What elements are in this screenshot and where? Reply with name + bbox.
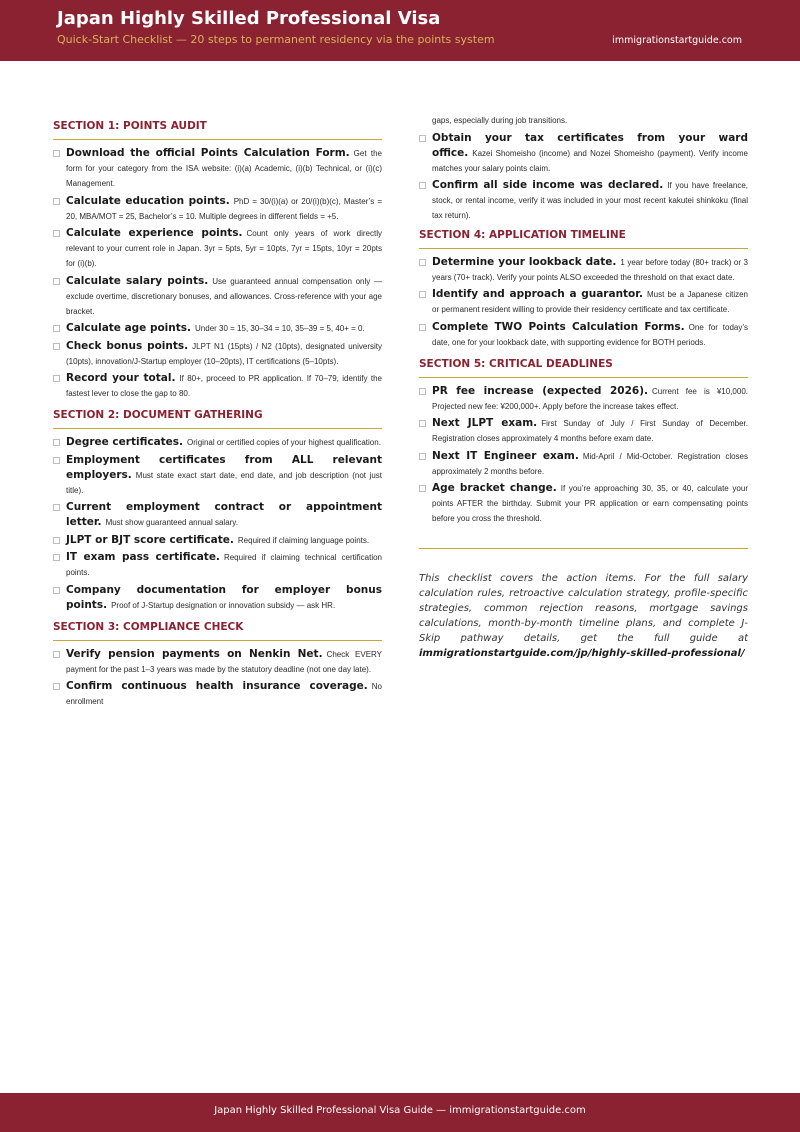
checklist-item [53, 647, 382, 677]
section-title: SECTION 4: APPLICATION TIMELINE [419, 226, 748, 249]
checkbox[interactable] [419, 485, 426, 492]
page-title: Japan Highly Skilled Professional Visa [57, 8, 441, 29]
right-column [419, 117, 748, 671]
checkbox[interactable] [53, 278, 60, 285]
section-document-gathering [53, 406, 382, 613]
item-text: Mid-April / Mid-October. Registration closes approximately 2 months before. [432, 451, 749, 476]
checkbox[interactable] [419, 453, 426, 460]
item-title: Employment certificates from ALL relevant employers. [66, 453, 382, 481]
item-text: Required if claiming language points. [237, 535, 370, 545]
item-text: JLPT N1 (15pts) / N2 (10pts), designated university (10pts), innovation/J-Startup employer (10–20pts), IT certifications (5–10pts). [66, 341, 382, 366]
checkbox[interactable] [419, 291, 426, 298]
item-text: Original or certified copies of your highest qualification. [187, 438, 381, 447]
checklist-item [419, 481, 748, 526]
item-text: Required if claiming technical certification points. [66, 553, 383, 577]
item-title: Age bracket change. [432, 482, 557, 494]
checklist-item [53, 371, 382, 401]
checklist-item [419, 449, 748, 479]
footer-text: Japan Highly Skilled Professional Visa Guide — immigrationstartguide.com [214, 1105, 586, 1116]
item-text: Under 30 = 15, 30–34 = 10, 35–39 = 5, 40+ = 0. [195, 324, 365, 333]
item-text: Kazei Shomeisho (income) and Nozei Shomeisho (payment). Verify income matches your salary points claim. [432, 148, 748, 173]
item-title: IT exam pass certificate. [66, 551, 220, 563]
item-text: Must be a Japanese citizen or permanent resident willing to provide their residency certificate and tax certificate. [432, 290, 748, 314]
item-text: One for today’s date, one for your lookback date, with supporting evidence for BOTH periods. [432, 322, 748, 347]
item-title: Determine your lookback date. [432, 255, 617, 268]
header-url: immigrationstartguide.com [612, 35, 742, 46]
checkbox[interactable] [53, 230, 60, 237]
checklist-item [53, 321, 382, 336]
checkbox[interactable] [419, 135, 426, 142]
item-title: Verify pension payments on Nenkin Net. [66, 647, 323, 660]
checkbox[interactable] [53, 587, 60, 594]
checkbox[interactable] [419, 182, 426, 189]
checkbox[interactable] [53, 683, 60, 690]
checkbox[interactable] [53, 343, 60, 350]
checklist-item [53, 435, 382, 450]
item-text: If 80+, proceed to PR application. If 70–79, identify the fastest lever to close the gap to 80. [66, 374, 382, 398]
item-title: Calculate experience points. [66, 227, 243, 239]
checklist-item [53, 583, 382, 613]
checklist-item [53, 533, 382, 548]
item-continuation-text: gaps, especially during job transitions. [432, 116, 568, 125]
header-bar [0, 0, 800, 61]
checkbox[interactable] [419, 388, 426, 395]
section-title: SECTION 1: POINTS AUDIT [53, 117, 382, 140]
checkbox[interactable] [53, 457, 60, 464]
checkbox[interactable] [53, 537, 60, 544]
page-subtitle: Quick-Start Checklist — 20 steps to permanent residency via the points system [57, 33, 495, 46]
checklist-item [53, 274, 382, 319]
section-critical-deadlines [419, 355, 748, 527]
closing-text: This checklist covers the action items. For the full salary calculation rules, retroactive calculation strategy, profile-specific strategies, common rejection reasons, mortgage savings calculations, month-by-month timeline plans, and complete J-Skip pathway details, get the full guide at [419, 573, 748, 644]
item-title: Complete TWO Points Calculation Forms. [432, 320, 685, 333]
item-title: Identify and approach a guarantor. [432, 288, 643, 300]
checklist-item [419, 287, 748, 317]
item-text: First Sunday of July / First Sunday of December. Registration closes approximately 4 months before exam date. [432, 419, 748, 443]
item-text: Current fee is ¥10,000. Projected new fee: ¥200,000+. Apply before the increase takes effect. [432, 386, 748, 411]
item-title: Confirm continuous health insurance coverage. [66, 680, 368, 692]
section-points-audit [53, 117, 382, 401]
item-title: Check bonus points. [66, 339, 189, 352]
footer-bar [0, 1093, 800, 1132]
divider [419, 548, 748, 549]
checkbox[interactable] [53, 325, 60, 332]
checklist [419, 131, 748, 224]
item-title: Calculate education points. [66, 194, 230, 207]
checklist-item [53, 550, 382, 580]
left-column [53, 117, 382, 712]
item-title: Next IT Engineer exam. [432, 449, 579, 462]
item-title: Current employment contract or appointment letter. [66, 501, 382, 528]
checklist-item [419, 416, 748, 446]
checklist-item [419, 320, 748, 350]
checkbox[interactable] [419, 259, 426, 266]
item-text: 1 year before today (80+ track) or 3 years (70+ track). Verify your points ALSO exceeded the threshold on that exact date. [432, 257, 748, 282]
checkbox[interactable] [53, 375, 60, 382]
checkbox[interactable] [419, 420, 426, 427]
item-text: No enrollment [66, 682, 382, 706]
checklist [53, 435, 382, 613]
item-text: Check EVERY payment for the past 1–3 years was made by the statutory deadline (not one day late). [66, 649, 382, 674]
section-title: SECTION 5: CRITICAL DEADLINES [419, 355, 748, 378]
item-title: JLPT or BJT score certificate. [66, 533, 234, 546]
checklist [419, 255, 748, 350]
section-title: SECTION 3: COMPLIANCE CHECK [53, 618, 382, 641]
item-title: Calculate salary points. [66, 274, 209, 287]
checklist [53, 647, 382, 710]
item-text: If you’re approaching 30, 35, or 40, calculate your points AFTER the birthday. Submit your PR application or earn compensating points before you cross the threshold. [432, 484, 748, 523]
checkbox[interactable] [53, 439, 60, 446]
section-title: SECTION 2: DOCUMENT GATHERING [53, 406, 382, 429]
checkbox[interactable] [419, 324, 426, 331]
item-title: Company documentation for employer bonus points. [66, 583, 382, 611]
item-text: Use guaranteed annual compensation only — exclude overtime, discretionary bonuses, and allowances. Cross-reference with your age bracket. [66, 276, 382, 316]
checklist-item [419, 178, 748, 223]
checklist-item [53, 679, 382, 709]
item-text: Proof of J-Startup designation or innovation subsidy — ask HR. [111, 600, 336, 610]
item-title: Record your total. [66, 372, 176, 384]
item-title: Degree certificates. [66, 436, 184, 448]
section-compliance-check [53, 618, 382, 710]
closing-note [419, 571, 748, 661]
checkbox[interactable] [53, 198, 60, 205]
checklist [53, 146, 382, 401]
item-title: PR fee increase (expected 2026). [432, 384, 648, 397]
checklist-item [53, 500, 382, 530]
checklist-item [419, 131, 748, 176]
section-application-timeline [419, 226, 748, 350]
full-guide-link[interactable]: immigrationstartguide.com/jp/highly-skilled-professional/ [419, 648, 745, 659]
item-text: PhD = 30/(i)(a) or 20/(i)(b)(c), Master’s = 20, MBA/MOT = 25, Bachelor’s = 10. Multiple degrees in different fields = +5. [66, 196, 382, 221]
item-text: Count only years of work directly relevant to your current role in Japan. 3yr = 5pts, 5yr = 10pts, 7yr = 15pts, 10yr = 20pts for (i)(b). [66, 229, 382, 268]
item-text: Must state exact start date, end date, and job description (not just title). [66, 470, 382, 495]
checkbox[interactable] [53, 554, 60, 561]
checklist-item [419, 384, 748, 414]
checklist-item [419, 255, 748, 285]
checklist-item [53, 194, 382, 224]
checkbox[interactable] [53, 651, 60, 658]
item-text: Get the form for your category from the ISA website: (i)(a) Academic, (i)(b) Technical, or (i)(c) Management. [66, 149, 382, 188]
checklist-item [53, 453, 382, 498]
item-text: Must show guaranteed annual salary. [105, 518, 238, 527]
item-title: Obtain your tax certificates from your ward office. [432, 131, 748, 159]
checkbox[interactable] [53, 504, 60, 511]
item-title: Next JLPT exam. [432, 417, 538, 429]
checklist [419, 384, 748, 527]
checklist-item [53, 146, 382, 191]
item-title: Confirm all side income was declared. [432, 179, 664, 191]
item-title: Download the official Points Calculation Form. [66, 147, 350, 159]
item-title: Calculate age points. [66, 322, 192, 334]
checkbox[interactable] [53, 150, 60, 157]
checklist-item [53, 339, 382, 369]
item-text: If you have freelance, stock, or rental income, verify it was included in your most recent kakutei shinkoku (final tax return). [432, 181, 748, 220]
checklist-item [53, 226, 382, 271]
